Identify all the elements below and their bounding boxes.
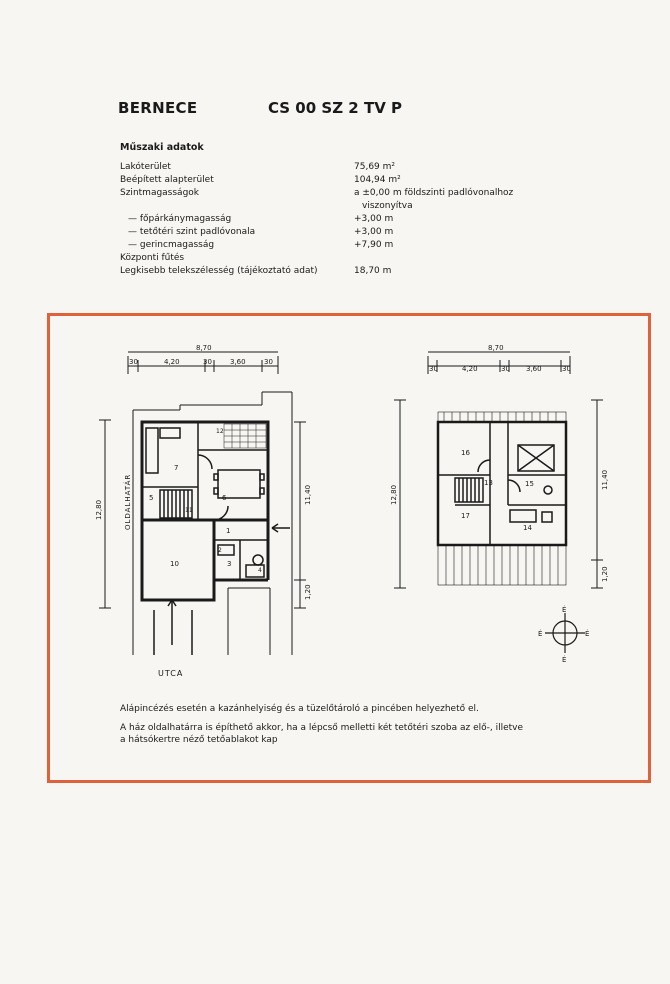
room-number: 17: [461, 512, 470, 520]
spec-label: Legkisebb telekszélesség (tájékoztató adat): [120, 266, 318, 276]
room-number: 1: [226, 527, 231, 535]
dim-label: 4,20: [462, 365, 478, 373]
project-code: CS 00 SZ 2 TV P: [268, 99, 403, 117]
spec-value: 75,69 m²: [354, 162, 396, 172]
dim-label: 30: [429, 365, 438, 373]
dim-label: 4,20: [164, 358, 180, 366]
spec-value: 104,94 m²: [354, 175, 401, 185]
spec-value: +3,00 m: [354, 227, 394, 237]
room-number: 14: [523, 524, 532, 532]
dim-left: 12,80: [95, 499, 103, 520]
dim-label: 30: [264, 358, 273, 366]
street-label: UTCA: [158, 669, 184, 678]
dim-label: 30: [203, 358, 212, 366]
compass-east: É: [585, 630, 590, 638]
room-number: 5: [149, 494, 154, 502]
room-number: 3: [227, 560, 232, 568]
dim-left: 12,80: [390, 484, 398, 505]
dim-label: 30: [501, 365, 510, 373]
room-number: 4: [258, 567, 262, 574]
note-boundary-line2: a hátsókertre néző tetőablakot kap: [120, 735, 278, 745]
room-number: 6: [222, 494, 227, 502]
spec-label: Szintmagasságok: [120, 188, 200, 198]
room-number: 7: [174, 464, 179, 472]
dim-label: 30: [129, 358, 138, 366]
dim-label: 30: [562, 365, 571, 373]
dim-total: 8,70: [196, 344, 212, 352]
compass-north: É: [562, 606, 567, 614]
spec-label: Központi fűtés: [120, 253, 185, 263]
room-number: 15: [525, 480, 534, 488]
dim-total: 8,70: [488, 344, 504, 352]
spec-value: +7,90 m: [354, 240, 394, 250]
dim-label: 3,60: [526, 365, 542, 373]
note-boundary-line1: A ház oldalhatárra is építhető akkor, ha a lépcső melletti két tetőtéri szoba az elő-, illetve: [120, 723, 524, 733]
spec-label: Lakóterület: [120, 162, 171, 172]
dim-label: 3,60: [230, 358, 246, 366]
spec-value: viszonyítva: [362, 201, 413, 211]
spec-value: 18,70 m: [354, 266, 392, 276]
room-number: 13: [484, 479, 493, 487]
project-name: BERNECE: [118, 99, 198, 117]
tech-data-heading: Műszaki adatok: [120, 142, 204, 153]
spec-label: Beépített alapterület: [120, 175, 214, 185]
dim-right-small: 1,20: [601, 566, 609, 582]
room-number: 16: [461, 449, 470, 457]
spec-value: +3,00 m: [354, 214, 394, 224]
dim-right: 11,40: [304, 484, 312, 505]
spec-label: — gerincmagasság: [128, 240, 215, 250]
compass-south: É: [562, 656, 567, 664]
room-number: 10: [170, 560, 179, 568]
dim-right-small: 1,20: [304, 584, 312, 600]
room-number: 2: [218, 547, 222, 554]
compass-west: É: [538, 630, 543, 638]
room-number: 12: [216, 428, 224, 435]
dim-right: 11,40: [601, 469, 609, 490]
note-basement: Alápincézés esetén a kazánhelyiség és a tüzelőtároló a pincében helyezhető el.: [120, 704, 479, 714]
spec-label: — főpárkánymagasság: [128, 214, 232, 224]
spec-value: a ±0,00 m földszinti padlóvonalhoz: [354, 188, 514, 198]
side-boundary-label: OLDALHATÁR: [124, 473, 132, 530]
room-number: 11: [185, 507, 193, 514]
spec-label: — tetőtéri szint padlóvonala: [128, 227, 256, 237]
